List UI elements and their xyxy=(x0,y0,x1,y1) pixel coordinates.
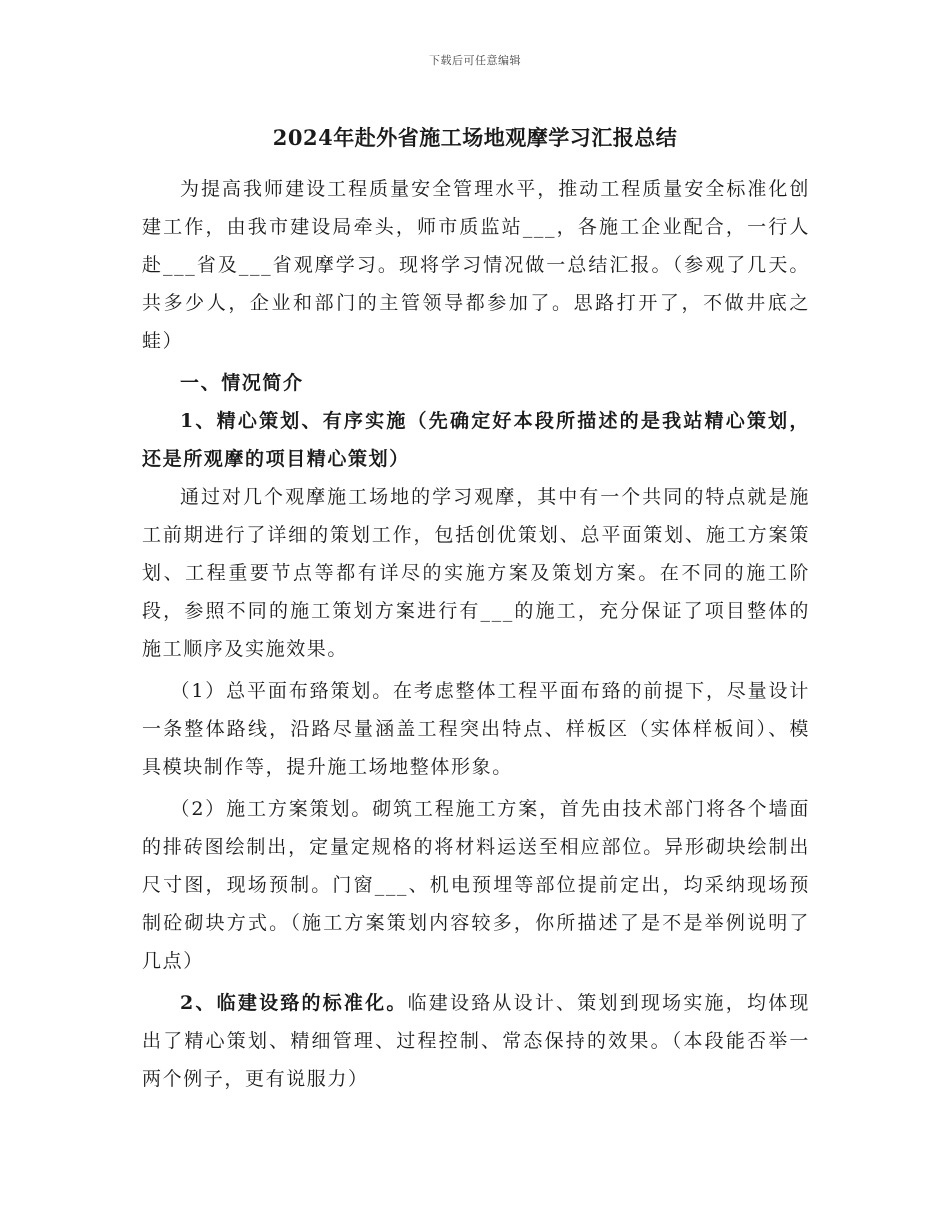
sub-item-construction-plan: （2）施工方案策划。砌筑工程施工方案，首先由技术部门将各个墙面的排砖图绘制出，定量定规格的将材料运送至相应部位。异形砌块绘制出尺寸图，现场预制。门窗___、机电预埋等部位提前定出，均采纳现场预制砼砌块方式。（施工方案策划内容较多，你所描述了是不是举例说明了几点） xyxy=(142,798,810,972)
sub-item-general-layout: （1）总平面布臵策划。在考虑整体工程平面布臵的前提下，尽量设计一条整体路线，沿路尽量涵盖工程突出特点、样板区（实体样板间）、模具模块制作等，提升施工场地整体形象。 xyxy=(142,680,810,778)
item2-heading: 2、临建设臵的标准化。 xyxy=(180,992,408,1014)
page-header-note: 下载后可任意编辑 xyxy=(429,54,521,67)
document-body xyxy=(142,170,810,1098)
item2-paragraph xyxy=(142,984,810,1098)
item1-heading: 1、精心策划、有序实施（先确定好本段所描述的是我站精心策划，还是所观摩的项目精心策划） xyxy=(142,410,810,470)
document-title: 2024年赴外省施工场地观摩学习汇报总结 xyxy=(272,125,678,150)
intro-paragraph: 为提高我师建设工程质量安全管理水平，推动工程质量安全标准化创建工作，由我市建设局牵头，师市质监站___，各施工企业配合，一行人赴___省及___省观摩学习。现将学习情况做一总结汇报。（参观了几天。共多少人，企业和部门的主管领导都参加了。思路打开了，不做井底之蛙） xyxy=(142,178,810,352)
item1-paragraph: 通过对几个观摩施工场地的学习观摩，其中有一个共同的特点就是施工前期进行了详细的策划工作，包括创优策划、总平面策划、施工方案策划、工程重要节点等都有详尽的实施方案及策划方案。在不同的施工阶段，参照不同的施工策划方案进行有___的施工，充分保证了项目整体的施工顺序及实施效果。 xyxy=(142,486,810,660)
section-heading-overview: 一、情况简介 xyxy=(180,372,304,394)
item2-body: 临建设臵从设计、策划到现场实施，均体现出了精心策划、精细管理、过程控制、常态保持的效果。（本段能否举一两个例子，更有说服力） xyxy=(142,992,810,1090)
